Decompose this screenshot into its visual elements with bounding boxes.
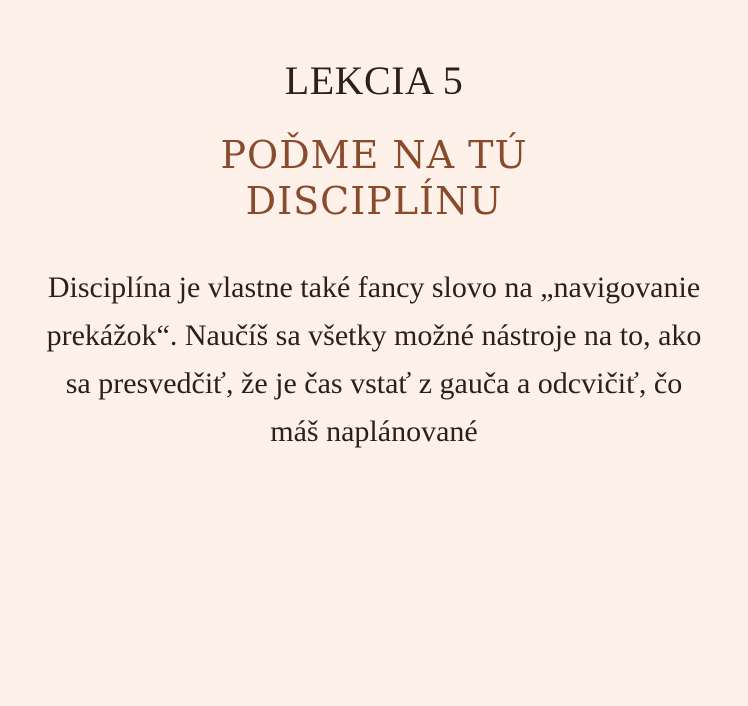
lesson-description: Disciplína je vlastne také fancy slovo na „navigovanie prekážok“. Naučíš sa všetky možné nástroje na to, ako sa presvedčiť, že je čas vstať z gauča a odcvičiť, čo máš naplánované — [46, 271, 702, 448]
lesson-number: LEKCIA 5 — [284, 58, 464, 103]
lesson-title: POĎME NA TÚ DISCIPLÍNU — [220, 133, 528, 223]
